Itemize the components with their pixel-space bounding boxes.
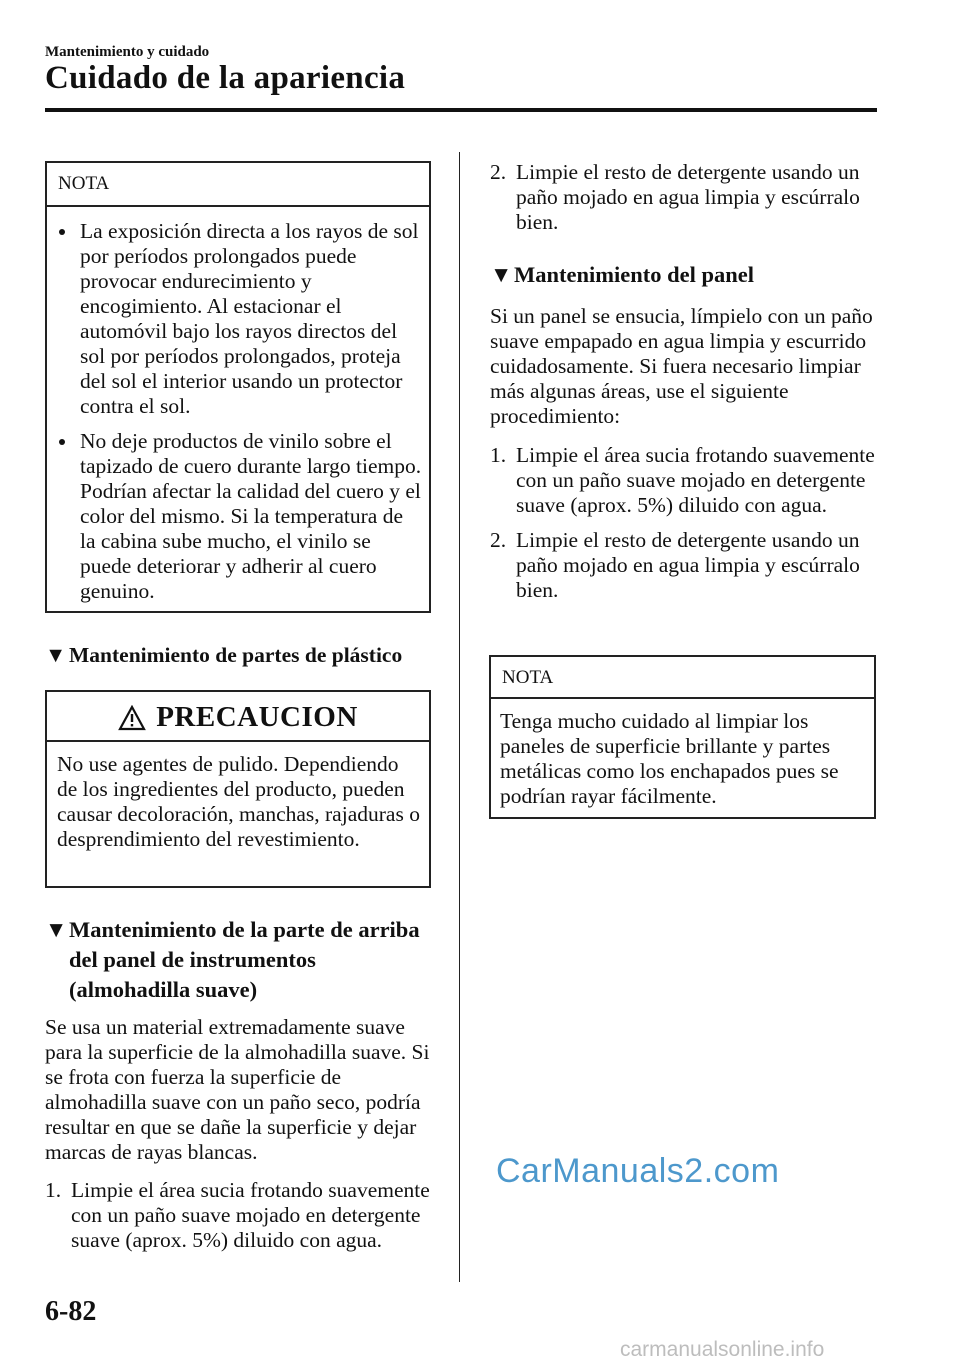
heading-plastic [45,640,445,672]
step-number: 2. [490,528,507,552]
bullet-icon [59,439,65,445]
list-item [490,528,878,603]
heading-text: Mantenimiento de partes de plástico [69,643,403,667]
nota-bullets [47,207,429,604]
dash-steps-continued [490,160,878,245]
list-item [45,1178,437,1253]
step-text: Limpie el resto de detergente usando un paño mojado en agua limpia y escúrralo bien. [516,528,860,602]
panel-paragraph: Si un panel se ensucia, límpielo con un paño suave empapado en agua limpia y escurrido cuidadosamente. Si fuera necesario limpiar más algunas áreas, use el siguiente procedimiento: [490,304,873,428]
step-number: 2. [490,160,507,184]
footer-site: carmanualsonline.info [620,1338,825,1361]
step-text: Limpie el área sucia frotando suavemente con un paño suave mojado en detergente suave (aprox. 5%) diluido con agua. [71,1178,430,1252]
triangle-down-icon: ▼ [45,917,68,942]
nota-box-right [489,655,876,819]
dash-paragraph: Se usa un material extremadamente suave para la superficie de la almohadilla suave. Si se frota con fuerza la superficie de almohadilla suave con un paño seco, podría resultar en que se dañe la superficie y dejar marcas de rayas blancas. [45,1015,430,1164]
watermark: CarManuals2.com [496,1152,780,1190]
bullet-text: No deje productos de vinilo sobre el tapizado de cuero durante largo tiempo. Podrían afectar la calidad del cuero y el color del mismo. Si la temperatura de la cabina sube mucho, el vinilo se puede deteriorar y adherir al cuero genuino. [80,429,422,603]
heading-panel [490,260,878,292]
panel-steps [490,443,878,613]
bullet-icon [59,229,65,235]
title-rule [45,108,877,112]
section-label: Mantenimiento y cuidado [45,44,210,60]
nota-label: NOTA [58,173,110,194]
triangle-down-icon: ▼ [45,643,67,667]
list-item [47,219,423,419]
caution-title: PRECAUCION [156,701,358,733]
warning-triangle-icon [118,705,146,731]
step-number: 1. [45,1178,62,1202]
caution-header [47,692,429,742]
bullet-text: La exposición directa a los rayos de sol por períodos prolongados puede provocar endurecimiento y encogimiento. Al estacionar el automóvil bajo los rayos directos del sol por períodos prolongados, proteja del sol el interior usando un protector contra el sol. [80,219,419,418]
step-text: Limpie el área sucia frotando suavemente con un paño suave mojado en detergente suave (aprox. 5%) diluido con agua. [516,443,875,517]
nota-label: NOTA [502,667,554,688]
heading-dashboard [45,915,437,1007]
heading-text: Mantenimiento de la parte de arriba del panel de instrumentos (almohadilla suave) [69,917,420,1002]
heading-text: Mantenimiento del panel [514,262,754,287]
dash-steps [45,1178,437,1263]
caution-box [45,690,431,888]
list-item [490,160,878,235]
nota-header [47,163,429,207]
column-divider [459,152,460,1282]
page-number: 6-82 [45,1296,97,1327]
nota-header [491,657,874,699]
caution-text: No use agentes de pulido. Dependiendo de los ingredientes del producto, pueden causar decoloración, manchas, rajaduras o desprendimiento del revestimiento. [57,752,420,851]
triangle-down-icon: ▼ [490,262,513,287]
step-number: 1. [490,443,507,467]
page-title: Cuidado de la apariencia [45,60,406,96]
list-item [47,429,423,604]
nota-text: Tenga mucho cuidado al limpiar los paneles de superficie brillante y partes metálicas como los enchapados pues se podrían rayar fácilmente. [500,709,839,808]
step-text: Limpie el resto de detergente usando un paño mojado en agua limpia y escúrralo bien. [516,160,860,234]
nota-box [45,161,431,613]
list-item [490,443,878,518]
